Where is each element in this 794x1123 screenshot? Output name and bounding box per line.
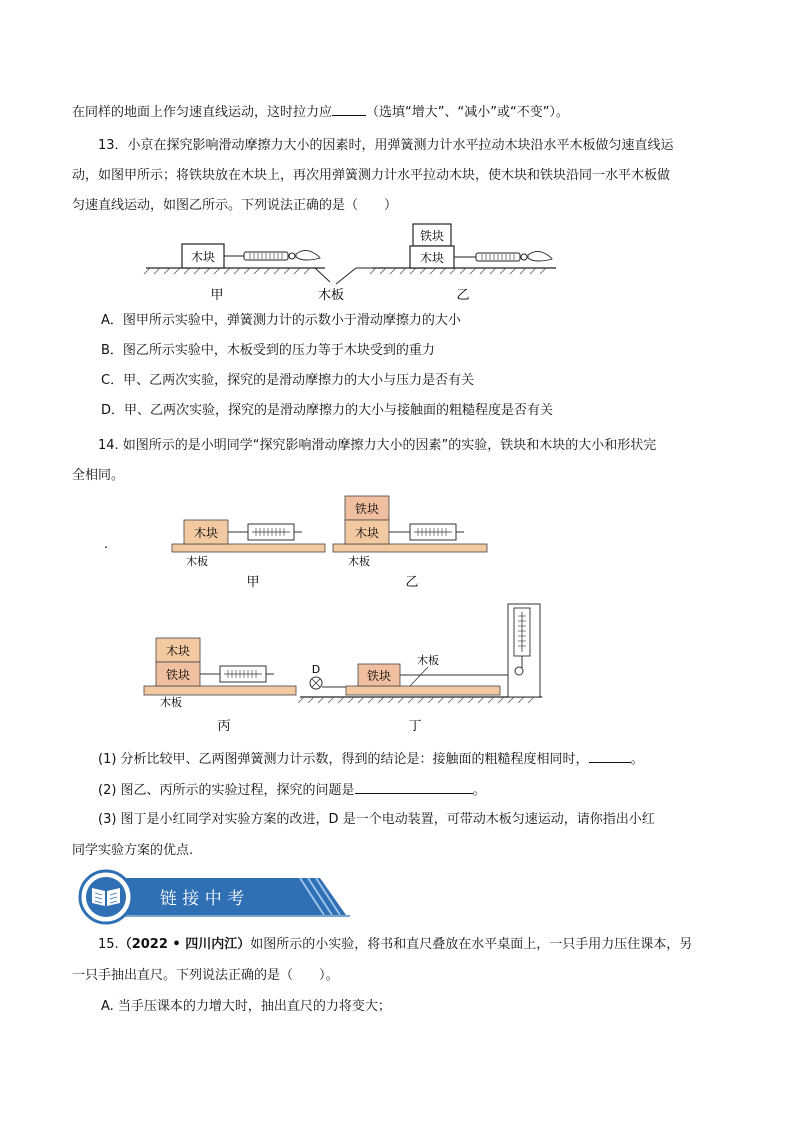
wood-block-label: 木块 — [165, 644, 191, 658]
fig-label-yi: 乙 — [456, 288, 470, 303]
q13-option-d[interactable]: D．甲、乙两次实验，探究的是滑动摩擦力的大小与接触面的粗糙程度是否有关 — [101, 403, 554, 418]
fig-label-bing: 丙 — [217, 719, 231, 734]
q13-option-b[interactable]: B．图乙所示实验中，木板受到的压力等于木块受到的重力 — [101, 343, 435, 358]
board-label: 木板 — [160, 696, 182, 709]
q14-sub3-line2: 同学实验方案的优点. — [72, 843, 194, 858]
board-label: 木板 — [186, 555, 208, 568]
q15-stem-line2: 一只手抽出直尺。下列说法正确的是（ ）。 — [72, 968, 339, 983]
q14-stem-line1: 14. 如图所示的是小明同学“探究影响滑动摩擦力大小的因素”的实验，铁块和木块的大小和形状完 — [98, 438, 657, 453]
board-label: 木板 — [348, 555, 370, 568]
iron-block-label: 铁块 — [419, 229, 445, 243]
wood-block-label: 木块 — [190, 250, 216, 264]
iron-block-label: 铁块 — [366, 669, 392, 683]
fig-label-board: 木板 — [317, 288, 345, 303]
q15-source: （2022 • 四川内江） — [118, 937, 251, 952]
fig-label-yi: 乙 — [405, 575, 419, 590]
q14-sub1: (1) 分析比较甲、乙两图弹簧测力计示数，得到的结论是：接触面的粗糙程度相同时， 。 — [98, 748, 644, 770]
wood-block-label: 木块 — [419, 251, 445, 265]
q15-stem-line1: 15.（2022 • 四川内江）如图所示的小实验，将书和直尺叠放在水平桌面上，一只手用力压住课本，另 — [98, 937, 693, 952]
board-label: 木板 — [417, 654, 439, 667]
q14-sub3-line1: (3) 图丁是小红同学对实验方案的改进，D 是一个电动装置，可带动木板匀速运动，请你指出小红 — [98, 812, 655, 827]
fig-label-ding: 丁 — [408, 719, 422, 734]
stray-dot: . — [104, 537, 108, 551]
fig-label-jia: 甲 — [210, 288, 224, 303]
q14-stem-line2: 全相同。 — [72, 468, 125, 483]
q13-option-a[interactable]: A．图甲所示实验中，弹簧测力计的示数小于滑动摩擦力的大小 — [101, 313, 461, 328]
q13-option-c[interactable]: C．甲、乙两次实验，探究的是滑动摩擦力的大小与压力是否有关 — [101, 373, 475, 388]
iron-block-label: 铁块 — [165, 668, 191, 682]
q13-stem-line1: 13．小京在探究影响滑动摩擦力大小的因素时，用弹簧测力计水平拉动木块沿水平木板做匀速直线运 — [98, 138, 674, 153]
wood-block-label: 木块 — [354, 526, 380, 540]
q12-tail-line: 在同样的地面上作匀速直线运动，这时拉力应 （选填“增大”、“减小”或“不变”）。 — [72, 101, 569, 123]
iron-block-label: 铁块 — [354, 502, 380, 516]
q13-stem-line3: 匀速直线运动，如图乙所示。下列说法正确的是（ ） — [72, 198, 398, 213]
q14-sub2: (2) 图乙、丙所示的实验过程，探究的问题是 。 — [98, 779, 486, 801]
banner-title: 链 接 中 考 — [159, 889, 245, 909]
wood-block-label: 木块 — [193, 526, 219, 540]
q15-option-a[interactable]: A. 当手压课本的力增大时，抽出直尺的力将变大； — [101, 999, 391, 1014]
q13-stem-line2: 动，如图甲所示；将铁块放在木块上，再次用弹簧测力计水平拉动木块，使木块和铁块沿同一水平木板做 — [72, 168, 671, 183]
motor-d-label: D — [311, 663, 321, 676]
fig-label-jia: 甲 — [246, 575, 260, 590]
